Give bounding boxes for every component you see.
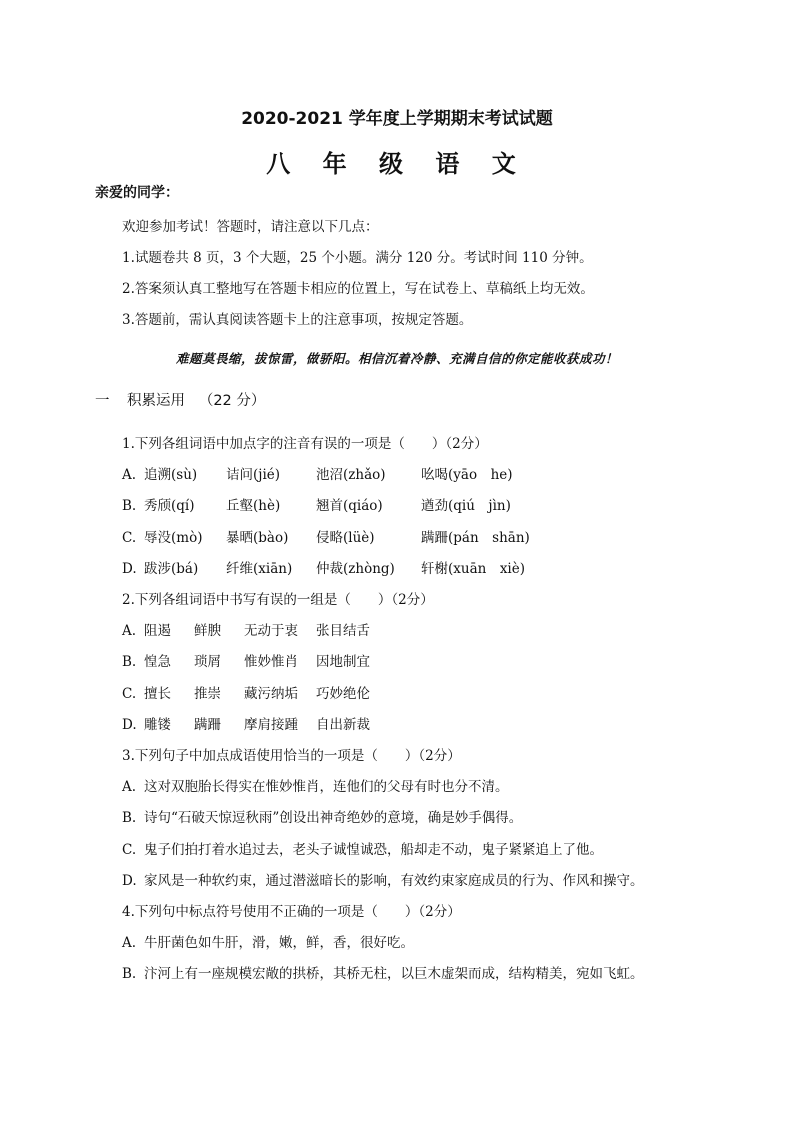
option-item: 轩榭(xuān xiè)	[421, 561, 526, 577]
option-letter: D.	[122, 561, 137, 577]
question-3-option-a	[122, 778, 509, 796]
option-letter: A.	[122, 467, 137, 483]
option-item: 跋涉(bá)	[144, 561, 199, 577]
question-1-option-c	[122, 529, 530, 547]
option-letter: C.	[122, 530, 137, 546]
option-letter: D.	[122, 873, 137, 889]
question-4-option-b	[122, 965, 644, 983]
question-3-option-d	[122, 872, 644, 890]
section-title: 积累运用	[127, 393, 185, 409]
section-number: 一	[95, 393, 110, 409]
option-item: 藏污纳垢	[244, 686, 298, 702]
option-item: 琐屑	[194, 654, 221, 670]
question-3-option-b	[122, 809, 522, 827]
note-2: 2.答案须认真工整地写在答题卡相应的位置上，写在试卷上、草稿纸上均无效。	[122, 281, 594, 297]
question-1-option-b	[122, 497, 511, 515]
option-item: 诘问(jié)	[226, 467, 281, 483]
question-2-option-d	[122, 716, 370, 734]
option-letter: B.	[122, 498, 137, 514]
question-4-stem: 4.下列句中标点符号使用不正确的一项是（ ）（2分）	[122, 904, 461, 920]
option-letter: D.	[122, 717, 137, 733]
option-text: 汴河上有一座规模宏敞的拱桥，其桥无柱，以巨木虚架而成，结构精美，宛如飞虹。	[144, 966, 644, 982]
option-item: 鲜腴	[194, 623, 221, 639]
option-item: 丘壑(hè)	[226, 498, 281, 514]
question-2-option-c	[122, 685, 370, 703]
option-item: 暴晒(bào)	[226, 530, 289, 546]
note-1: 1.试题卷共 8 页，3 个大题，25 个小题。满分 120 分。考试时间 110 分钟。	[122, 250, 593, 266]
option-item: 雕镂	[144, 717, 171, 733]
option-item: 吆喝(yāo he)	[421, 467, 513, 483]
option-letter: C.	[122, 842, 137, 858]
note-3: 3.答题前，需认真阅读答题卡上的注意事项，按规定答题。	[122, 312, 473, 328]
option-item: 摩肩接踵	[244, 717, 298, 733]
option-item: 池沼(zhǎo)	[316, 467, 386, 483]
option-item: 自出新裁	[316, 717, 370, 733]
question-1-option-d	[122, 560, 525, 578]
option-item: 张目结舌	[316, 623, 370, 639]
option-text: 家风是一种软约束，通过潜滋暗长的影响，有效约束家庭成员的行为、作风和操守。	[144, 873, 644, 889]
exam-title: 2020-2021 学年度上学期期末考试试题	[241, 109, 553, 129]
question-3-option-c	[122, 841, 603, 859]
option-item: 巧妙绝伦	[316, 686, 370, 702]
section-points: （22 分）	[198, 393, 266, 409]
option-item: 辱没(mò)	[144, 530, 203, 546]
subject-title: 八 年 级 语 文	[266, 150, 528, 178]
option-letter: B.	[122, 810, 137, 826]
option-letter: B.	[122, 654, 137, 670]
option-letter: B.	[122, 966, 137, 982]
motto: 难题莫畏缩，拔惊雷，做骄阳。相信沉着冷静、充满自信的你定能收获成功！	[175, 351, 618, 366]
option-letter: C.	[122, 686, 137, 702]
option-item: 仲裁(zhòng)	[316, 561, 395, 577]
option-item: 擅长	[144, 686, 171, 702]
option-item: 无动于衷	[244, 623, 298, 639]
question-1-option-a	[122, 466, 513, 484]
option-letter: A.	[122, 623, 137, 639]
option-item: 因地制宜	[316, 654, 370, 670]
option-text: 这对双胞胎长得实在惟妙惟肖，连他们的父母有时也分不清。	[144, 779, 509, 795]
question-2-option-a	[122, 622, 370, 640]
question-2-option-b	[122, 653, 370, 671]
option-item: 追溯(sù)	[144, 467, 198, 483]
question-3-stem: 3.下列句子中加点成语使用恰当的一项是（ ）（2分）	[122, 748, 461, 764]
option-item: 遒劲(qiú jìn)	[421, 498, 511, 514]
section-heading	[95, 392, 265, 410]
greeting: 亲爱的同学：	[95, 185, 179, 201]
option-item: 蹒跚	[194, 717, 221, 733]
question-1-stem: 1.下列各组词语中加点字的注音有误的一项是（ ）（2分）	[122, 436, 488, 452]
option-item: 蹒跚(pán shān)	[421, 530, 530, 546]
option-item: 纤维(xiān)	[226, 561, 293, 577]
option-item: 推崇	[194, 686, 221, 702]
option-item: 惟妙惟肖	[244, 654, 298, 670]
welcome-text: 欢迎参加考试！答题时，请注意以下几点：	[122, 219, 379, 235]
option-item: 阻遏	[144, 623, 171, 639]
option-text: 鬼子们拍打着水追过去，老头子诚惶诚恐，船却走不动，鬼子紧紧追上了他。	[144, 842, 603, 858]
option-item: 惶急	[144, 654, 171, 670]
option-letter: A.	[122, 935, 137, 951]
option-letter: A.	[122, 779, 137, 795]
option-item: 侵略(lüè)	[316, 530, 375, 546]
option-text: 牛肝菌色如牛肝，滑，嫩，鲜，香，很好吃。	[144, 935, 414, 951]
question-4-option-a	[122, 934, 414, 952]
option-item: 秀颀(qí)	[144, 498, 195, 514]
option-text: 诗句“石破天惊逗秋雨”创设出神奇绝妙的意境，确是妙手偶得。	[144, 810, 523, 826]
option-item: 翘首(qiáo)	[316, 498, 383, 514]
question-2-stem: 2.下列各组词语中书写有误的一组是（ ）（2分）	[122, 592, 434, 608]
